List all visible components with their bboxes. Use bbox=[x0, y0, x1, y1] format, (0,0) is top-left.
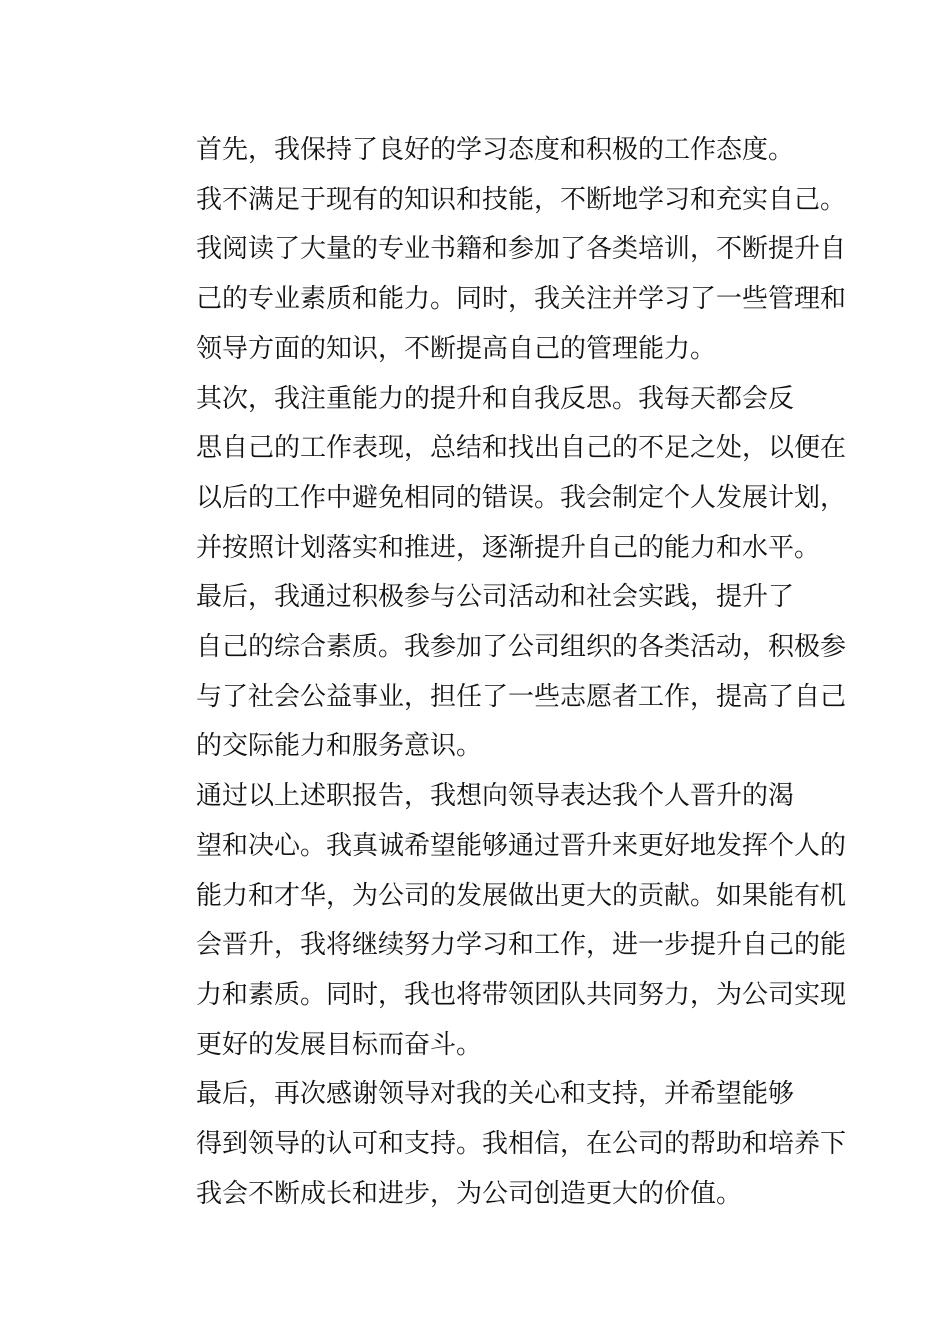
paragraph-promotion-wish bbox=[144, 772, 847, 1070]
text-line: 望和决心。我真诚希望能够通过晋升来更好地发挥个人的 bbox=[196, 830, 847, 861]
paragraph-thanks bbox=[144, 1070, 847, 1219]
text-line: 会晋升，我将继续努力学习和工作，进一步提升自己的能 bbox=[196, 930, 847, 961]
text-line: 得到领导的认可和支持。我相信，在公司的帮助和培养下 bbox=[196, 1129, 847, 1160]
text-line: 能力和才华，为公司的发展做出更大的贡献。如果能有机 bbox=[196, 880, 847, 911]
text-line: 最后，再次感谢领导对我的关心和支持，并希望能够 bbox=[196, 1079, 795, 1110]
document-body bbox=[144, 126, 847, 1219]
text-line: 通过以上述职报告，我想向领导表达我个人晋升的渴 bbox=[196, 781, 795, 812]
text-line: 并按照计划落实和推进，逐渐提升自己的能力和水平。 bbox=[196, 532, 821, 563]
paragraph-social-practice bbox=[144, 573, 847, 772]
text-line: 与了社会公益事业，担任了一些志愿者工作，提高了自己 bbox=[196, 681, 847, 712]
text-line: 最后，我通过积极参与公司活动和社会实践，提升了 bbox=[196, 582, 795, 613]
text-line: 自己的综合素质。我参加了公司组织的各类活动，积极参 bbox=[196, 632, 847, 663]
text-line: 我不满足于现有的知识和技能，不断地学习和充实自己。 bbox=[196, 184, 847, 215]
paragraph-self-reflection bbox=[144, 375, 847, 574]
text-line: 以后的工作中避免相同的错误。我会制定个人发展计划， bbox=[196, 482, 847, 513]
text-line: 首先，我保持了良好的学习态度和积极的工作态度。 bbox=[196, 135, 795, 165]
text-line: 我会不断成长和进步，为公司创造更大的价值。 bbox=[196, 1178, 743, 1209]
text-line: 的交际能力和服务意识。 bbox=[196, 731, 483, 762]
text-line: 其次，我注重能力的提升和自我反思。我每天都会反 bbox=[196, 383, 795, 414]
text-line: 更好的发展目标而奋斗。 bbox=[196, 1029, 483, 1060]
text-line: 己的专业素质和能力。同时，我关注并学习了一些管理和 bbox=[196, 284, 847, 315]
text-line: 领导方面的知识，不断提高自己的管理能力。 bbox=[196, 333, 717, 364]
paragraph-study-attitude bbox=[144, 126, 847, 375]
text-line: 思自己的工作表现，总结和找出自己的不足之处，以便在 bbox=[196, 433, 847, 464]
text-line: 力和素质。同时，我也将带领团队共同努力，为公司实现 bbox=[196, 979, 847, 1010]
text-line: 我阅读了大量的专业书籍和参加了各类培训，不断提升自 bbox=[196, 234, 847, 265]
